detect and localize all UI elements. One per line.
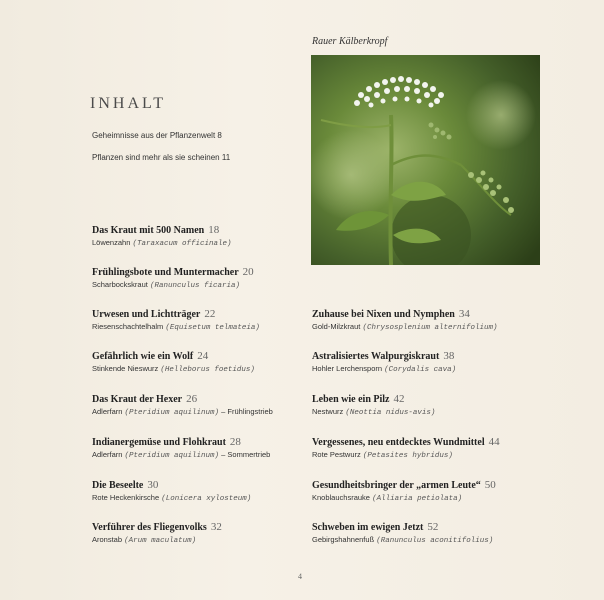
entry-page: 52 <box>427 521 439 533</box>
entry-latin-name: (Taraxacum officinale) <box>132 240 232 248</box>
entry-latin-name: (Corydalis cava) <box>384 366 457 374</box>
entry-page: 32 <box>210 521 222 533</box>
entry-suffix: – Sommertrieb <box>221 450 271 459</box>
entry-common-name: Adlerfarn <box>92 407 123 416</box>
entry-title: Die Beseelte <box>92 480 144 491</box>
toc-entry <box>92 350 255 374</box>
toc-entry <box>92 224 232 248</box>
entry-latin-name: (Equisetum telmateia) <box>165 324 260 332</box>
photo-caption: Rauer Kälberkropf <box>312 36 388 47</box>
entry-title: Das Kraut mit 500 Namen <box>92 225 205 236</box>
toc-entry <box>92 308 260 332</box>
entry-latin-name: (Neottia nidus-avis) <box>345 409 436 417</box>
entry-common-name: Riesenschachtelhalm <box>92 322 164 331</box>
entry-latin-name: (Petasites hybridus) <box>362 452 453 460</box>
toc-entry <box>312 308 497 332</box>
entry-common-name: Rote Heckenkirsche <box>92 493 160 502</box>
toc-entry <box>92 521 222 545</box>
entry-common-name: Knoblauchsrauke <box>312 493 370 502</box>
entry-common-name: Rote Pestwurz <box>312 450 361 459</box>
entry-page: 18 <box>208 224 220 236</box>
entry-page: 34 <box>458 308 470 320</box>
toc-entry <box>312 521 493 545</box>
entry-common-name: Gold-Milzkraut <box>312 322 361 331</box>
toc-entry <box>92 436 270 460</box>
entry-title: Zuhause bei Nixen und Nymphen <box>312 309 455 320</box>
entry-page: 24 <box>197 350 209 362</box>
entry-title: Das Kraut der Hexer <box>92 394 183 405</box>
entry-title: Vergessenes, neu entdecktes Wundmittel <box>312 437 485 448</box>
entry-suffix: – Frühlingstrieb <box>221 407 273 416</box>
entry-latin-name: (Chrysosplenium alternifolium) <box>362 324 498 332</box>
entry-page: 22 <box>204 308 216 320</box>
entry-common-name: Nestwurz <box>312 407 344 416</box>
entry-title: Gefährlich wie ein Wolf <box>92 351 194 362</box>
entry-page: 30 <box>147 479 159 491</box>
entry-title: Indianergemüse und Flohkraut <box>92 437 226 448</box>
entry-common-name: Löwenzahn <box>92 238 131 247</box>
entry-latin-name: (Pteridium aquilinum) <box>124 452 220 460</box>
entry-latin-name: (Ranunculus ficaria) <box>149 282 240 290</box>
page-number: 4 <box>298 572 302 581</box>
entry-latin-name: (Helleborus foetidus) <box>160 366 255 374</box>
entry-title: Frühlingsbote und Muntermacher <box>92 267 239 278</box>
entry-page: 26 <box>186 393 198 405</box>
entry-common-name: Stinkende Nieswurz <box>92 364 159 373</box>
entry-title: Leben wie ein Pilz <box>312 394 390 405</box>
toc-entry <box>312 436 500 460</box>
toc-entry <box>92 479 251 503</box>
entry-page: 42 <box>393 393 405 405</box>
entry-common-name: Hohler Lerchensporn <box>312 364 383 373</box>
toc-entry <box>92 393 273 417</box>
entry-common-name: Adlerfarn <box>92 450 123 459</box>
entry-title: Gesundheitsbringer der „armen Leute“ <box>312 480 481 491</box>
entry-page: 28 <box>229 436 241 448</box>
entry-latin-name: (Alliaria petiolata) <box>372 495 463 503</box>
toc-entry <box>312 479 496 503</box>
intro-line: Geheimnisse aus der Pflanzenwelt 8 <box>92 131 222 140</box>
entry-common-name: Scharbockskraut <box>92 280 148 289</box>
toc-entry <box>312 393 435 417</box>
entry-page: 50 <box>484 479 496 491</box>
entry-page: 20 <box>242 266 254 278</box>
entry-title: Astralisiertes Walpurgiskraut <box>312 351 440 362</box>
plant-photo <box>311 55 540 265</box>
entry-latin-name: (Lonicera xylosteum) <box>161 495 252 503</box>
intro-line: Pflanzen sind mehr als sie scheinen 11 <box>92 153 231 162</box>
entry-latin-name: (Arum maculatum) <box>124 537 197 545</box>
toc-entry <box>92 266 254 290</box>
entry-title: Schweben im ewigen Jetzt <box>312 522 424 533</box>
entry-common-name: Gebirgshahnenfuß <box>312 535 375 544</box>
entry-latin-name: (Ranunculus aconitifolius) <box>376 537 494 545</box>
entry-latin-name: (Pteridium aquilinum) <box>124 409 220 417</box>
entry-title: Urwesen und Lichtträger <box>92 309 201 320</box>
entry-title: Verführer des Fliegenvolks <box>92 522 207 533</box>
toc-entry <box>312 350 456 374</box>
plant-illustration <box>311 55 540 265</box>
entry-page: 38 <box>443 350 455 362</box>
entry-common-name: Aronstab <box>92 535 123 544</box>
page-title: INHALT <box>90 95 167 112</box>
entry-page: 44 <box>488 436 500 448</box>
